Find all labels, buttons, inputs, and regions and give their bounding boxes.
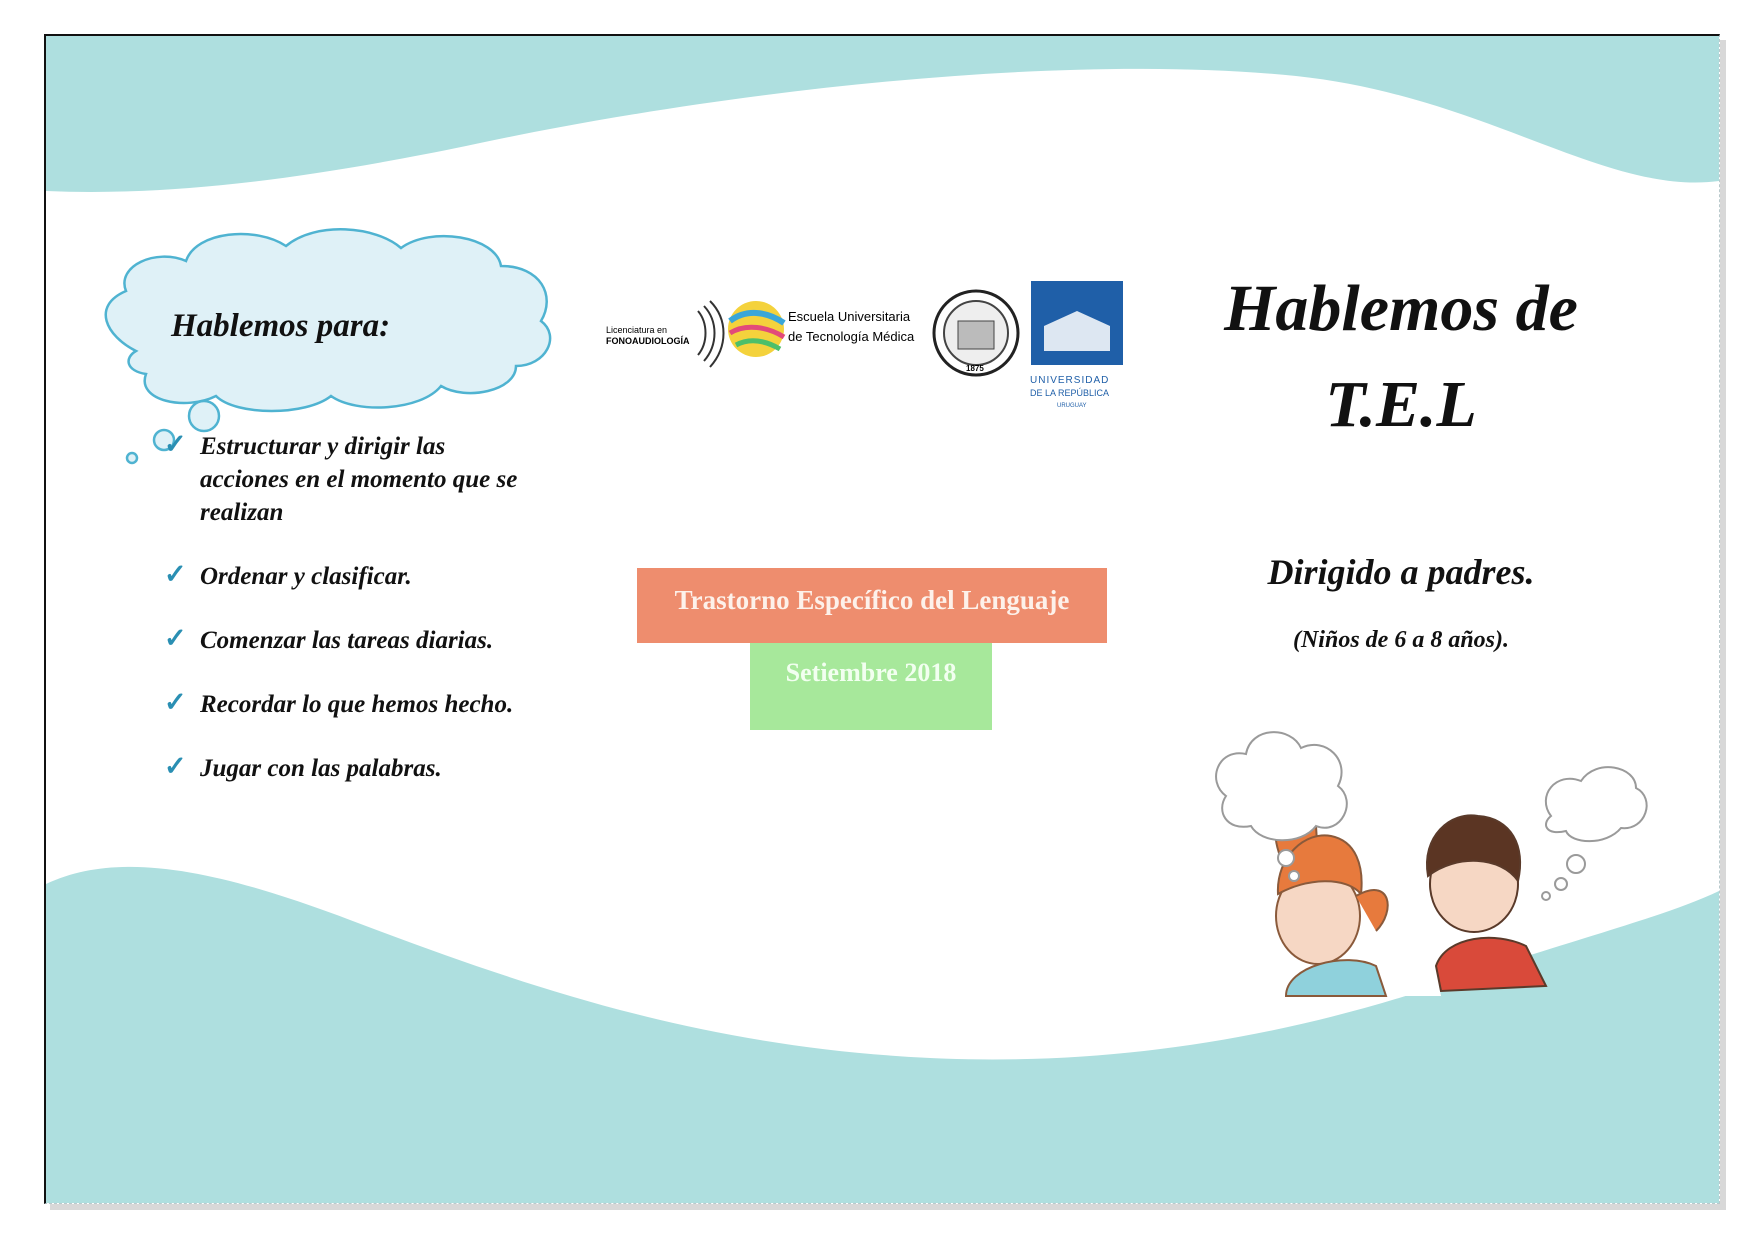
udelar-logo <box>1030 281 1123 409</box>
boy <box>1427 815 1546 991</box>
checkmark-icon: ✓ <box>164 429 187 459</box>
cloud-title: Hablemos para: <box>171 308 391 344</box>
eutm-logo <box>728 301 915 357</box>
date-banner: Setiembre 2018 <box>750 643 992 730</box>
checklist-item: ✓ Ordenar y clasificar. <box>164 559 412 590</box>
checklist-item: ✓ Recordar lo que hemos hecho. <box>164 687 514 718</box>
svg-text:UNIVERSIDAD: UNIVERSIDAD <box>1030 375 1110 386</box>
institution-logos <box>606 271 1206 441</box>
svg-text:de Tecnología Médica: de Tecnología Médica <box>788 329 915 344</box>
svg-text:1875: 1875 <box>966 364 984 373</box>
topic-banner: Trastorno Específico del Lenguaje <box>637 568 1107 643</box>
audience-subtitle: Dirigido a padres. <box>1267 552 1535 592</box>
svg-text:DE LA REPÚBLICA: DE LA REPÚBLICA <box>1030 388 1110 398</box>
checkmark-icon: ✓ <box>164 623 187 653</box>
checklist <box>164 430 524 816</box>
title-line-1: Hablemos de <box>1224 272 1578 345</box>
brochure-page <box>44 34 1720 1204</box>
checklist-item: ✓ Jugar con las palabras. <box>164 751 442 782</box>
svg-text:FONOAUDIOLOGÍA: FONOAUDIOLOGÍA <box>606 336 690 346</box>
svg-text:Licenciatura en: Licenciatura en <box>606 325 668 335</box>
brochure-title <box>1196 261 1606 453</box>
svg-text:Escuela Universitaria: Escuela Universitaria <box>788 309 911 324</box>
university-seal-icon <box>934 291 1018 375</box>
age-range: (Niños de 6 a 8 años). <box>1292 627 1509 653</box>
checklist-item: ✓ Estructurar y dirigir las acciones en el momento que se realizan <box>164 429 518 526</box>
checklist-item: ✓ Comenzar las tareas diarias. <box>164 623 494 654</box>
top-wave <box>46 36 1719 192</box>
checkmark-icon: ✓ <box>164 751 187 781</box>
svg-text:URUGUAY: URUGUAY <box>1057 403 1087 409</box>
checkmark-icon: ✓ <box>164 687 187 717</box>
fonoaudiologia-logo <box>606 301 724 367</box>
title-line-2: T.E.L <box>1325 368 1477 441</box>
checkmark-icon: ✓ <box>164 559 187 589</box>
